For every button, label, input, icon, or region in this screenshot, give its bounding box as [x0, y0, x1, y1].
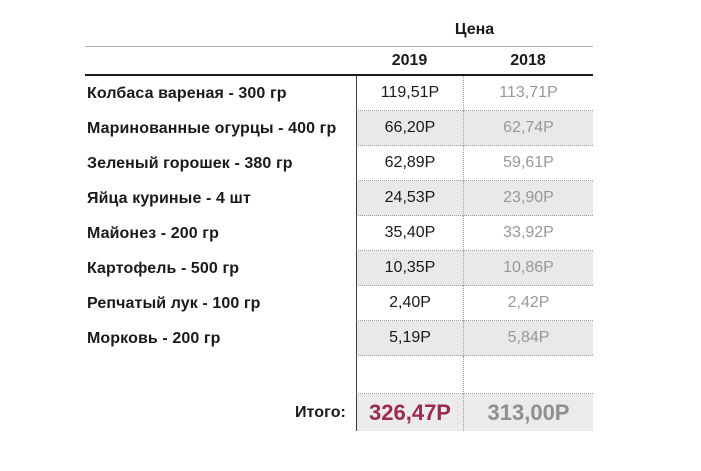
row-label: Майонез - 200 гр [87, 224, 219, 242]
table-row [85, 251, 593, 286]
table-spacer-row [85, 356, 593, 394]
table-total-row [85, 394, 593, 431]
price-2019-cell: 35,40Р [356, 216, 463, 251]
price-2018-cell: 10,86Р [463, 251, 593, 286]
spacer-2018-cell [463, 356, 593, 394]
group-header-label: Цена [454, 21, 495, 38]
price-2018-cell: 2,42Р [463, 286, 593, 321]
table-row [85, 111, 593, 146]
price-2019-cell: 10,35Р [356, 251, 463, 286]
row-label: Репчатый лук - 100 гр [87, 294, 261, 312]
spacer-2019-cell [356, 356, 463, 394]
price-table [85, 8, 593, 431]
table-row [85, 321, 593, 356]
table-row [85, 286, 593, 321]
total-2018-value: 313,00Р [463, 394, 593, 431]
price-2019-cell: 119,51Р [356, 76, 463, 111]
row-label: Колбаса вареная - 300 гр [87, 84, 287, 102]
price-2018-cell: 33,92Р [463, 216, 593, 251]
row-label: Картофель - 500 гр [87, 259, 240, 277]
table-row [85, 216, 593, 251]
price-2018-cell: 62,74Р [463, 111, 593, 146]
price-2019-cell: 62,89Р [356, 146, 463, 181]
row-label: Зеленый горошек - 380 гр [87, 154, 293, 172]
year-header-spacer [85, 47, 356, 74]
year-column-header-2018: 2018 [510, 51, 546, 69]
table-row [85, 76, 593, 111]
spacer-label-cell [85, 356, 356, 394]
table-year-header [85, 47, 593, 76]
row-label: Морковь - 200 гр [87, 329, 221, 347]
price-2018-cell: 113,71Р [463, 76, 593, 111]
total-2019-value: 326,47Р [356, 394, 463, 431]
table-row [85, 181, 593, 216]
table-group-header [85, 8, 593, 47]
price-2019-cell: 24,53Р [356, 181, 463, 216]
price-2019-cell: 2,40Р [356, 286, 463, 321]
price-2019-cell: 5,19Р [356, 321, 463, 356]
year-column-header-2019: 2019 [391, 51, 428, 69]
price-2019-cell: 66,20Р [356, 111, 463, 146]
price-2018-cell: 59,61Р [463, 146, 593, 181]
total-label: Итого: [294, 403, 346, 421]
price-2018-cell: 5,84Р [463, 321, 593, 356]
table-row [85, 146, 593, 181]
row-label: Яйца куриные - 4 шт [87, 189, 251, 207]
row-label: Маринованные огурцы - 400 гр [87, 119, 337, 137]
price-2018-cell: 23,90Р [463, 181, 593, 216]
